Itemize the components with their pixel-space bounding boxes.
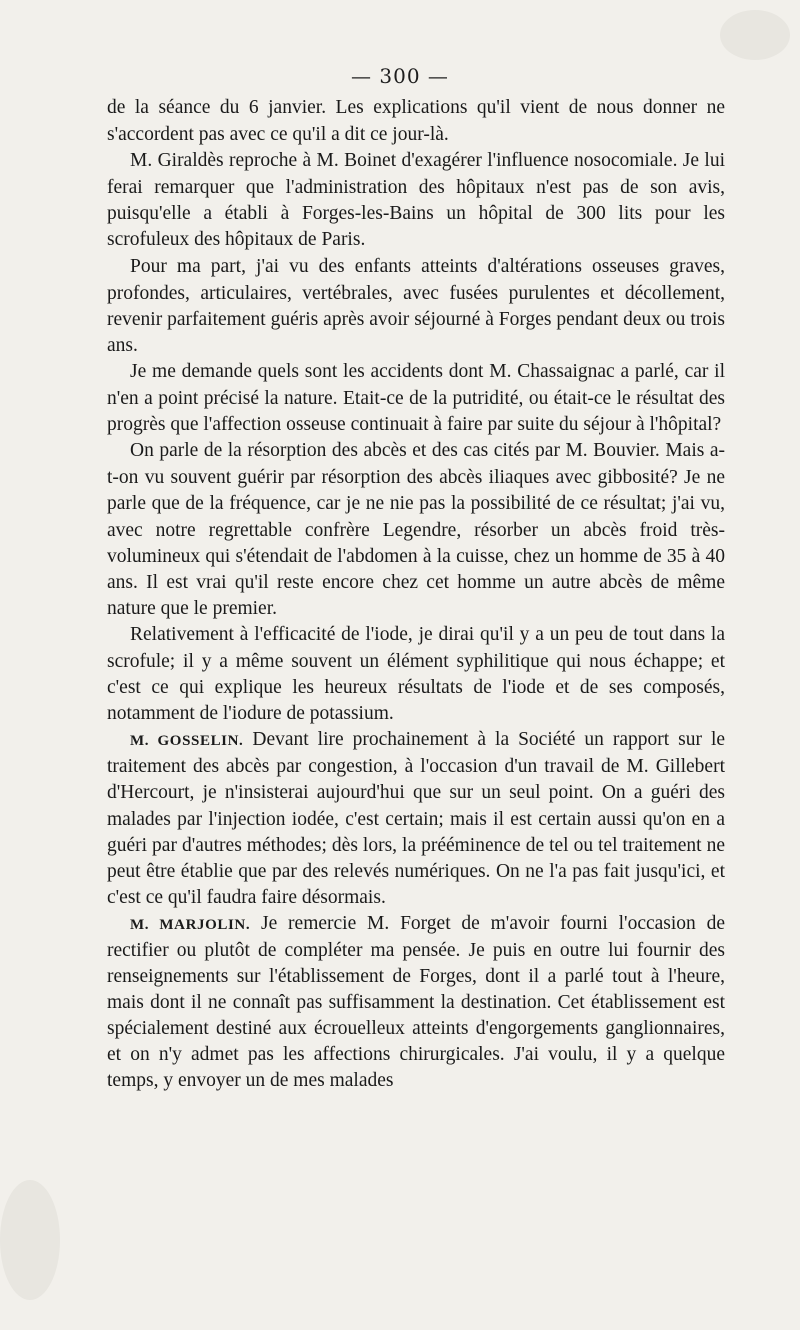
paragraph: [107, 359, 725, 438]
paragraph-text: M. Giraldès reproche à M. Boinet d'exagérer l'influence nosocomiale. Je lui ferai remarquer que l'administration des hôpitaux n'est pas de son avis, puisqu'elle a établi à Forges-les-Bains un hôpital de 300 lits pour les scrofuleux des hôpitaux de Paris.: [107, 150, 725, 251]
body-text: [107, 95, 725, 1095]
paper-stain: [720, 10, 790, 60]
paragraph: [107, 148, 725, 253]
paragraph: [107, 254, 725, 359]
paragraph-text: Pour ma part, j'ai vu des enfants atteints d'altérations osseuses graves, profondes, articulaires, vertébrales, avec fusées purulentes et décollement, revenir parfaitement guéris après avoir séjourné à Forges pendant deux ou trois ans.: [107, 255, 725, 356]
paragraph-text: On parle de la résorption des abcès et des cas cités par M. Bouvier. Mais a-t-on vu souvent guérir par résorption des abcès iliaques avec gibbosité? Je ne parle que de la fréquence, car je ne nie pas la possibilité de ce résultat; j'ai vu, avec notre regrettable confrère Legendre, résorber un abcès froid très-volumineux qui s'étendait de l'abdomen à la cuisse, chez un homme de 35 à 40 ans. Il est vrai qu'il reste encore chez cet homme un autre abcès de même nature que le premier.: [107, 440, 725, 619]
paragraph: [107, 911, 725, 1095]
paragraph-text: Relativement à l'efficacité de l'iode, je dirai qu'il y a un peu de tout dans la scrofule; il y a même souvent un élément syphilitique qui nous échappe; et c'est ce qui explique les heureux résultats de l'iode et de ses composés, notamment de l'iodure de potassium.: [107, 623, 725, 725]
paragraph: [107, 438, 725, 622]
paragraph-text: Je me demande quels sont les accidents dont M. Chassaignac a parlé, car il n'en a point précisé la nature. Etait-ce de la putridité, ou était-ce le résultat des progrès que l'affection osseuse continuait à faire par suite du séjour à l'hôpital?: [107, 360, 725, 436]
page-number: — 300 —: [351, 64, 449, 88]
speaker-name: M. GOSSELIN.: [130, 733, 244, 750]
paragraph: [107, 622, 725, 727]
paragraph-text: Devant lire prochainement à la Société un rapport sur le traitement des abcès par congestion, à l'occasion d'un travail de M. Gillebert d'Hercourt, je n'insisterai aujourd'hui que sur un seul point. On a guéri des malades par l'injection iodée, c'est certain; mais il est certain aussi qu'on en a guéri par d'autres méthodes; dès lors, la prééminence de tel ou tel traitement ne peut être établie que par des relevés numériques. On ne l'a pas fait jusqu'ici, et c'est ce qu'il faudra faire désormais.: [107, 729, 726, 908]
speaker-name: M. MARJOLIN.: [130, 916, 251, 933]
paragraph: [107, 727, 725, 911]
paper-stain: [0, 1180, 60, 1300]
paragraph: [107, 95, 725, 148]
paragraph-text: de la séance du 6 janvier. Les explications qu'il vient de nous donner ne s'accordent pas avec ce qu'il a dit ce jour-là.: [107, 97, 725, 146]
paragraph-text: Je remercie M. Forget de m'avoir fourni l'occasion de rectifier ou plutôt de compléter ma pensée. Je puis en outre lui fournir des renseignements sur l'établissement de Forges, dont il a parlé tout à l'heure, mais dont il ne connaît pas suffisamment la destination. Cet établissement est spécialement destiné aux écrouelleux atteints d'engorgements ganglionnaires, et on n'y admet pas les affections chirurgicales. J'ai voulu, il y a quelque temps, y envoyer un de mes malades: [107, 912, 726, 1092]
